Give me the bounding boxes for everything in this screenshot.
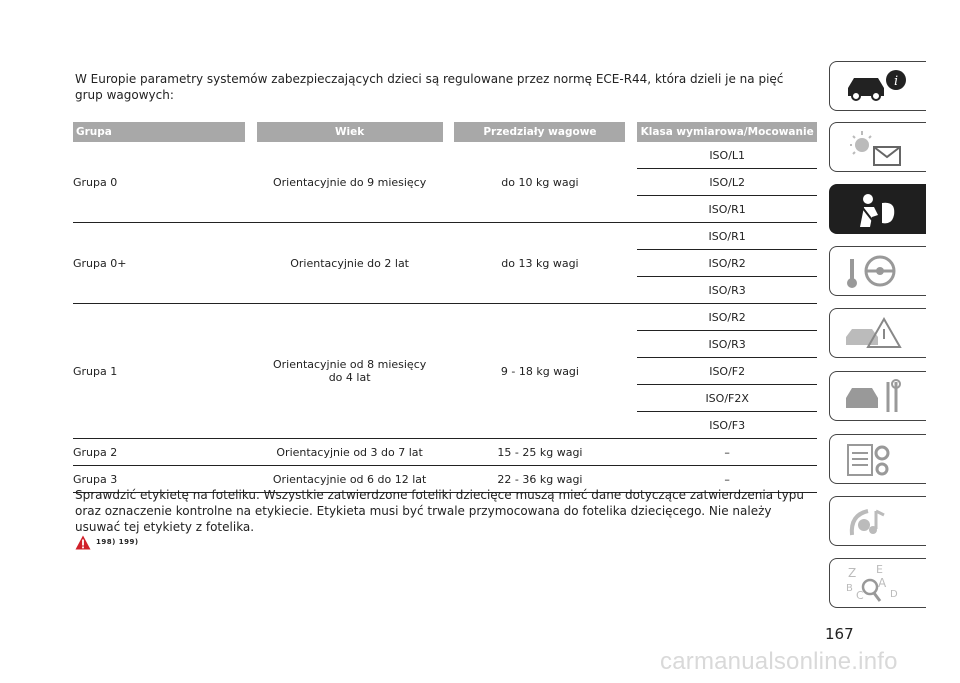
- page-number: 167: [825, 625, 854, 643]
- chapter-tab-multimedia[interactable]: [829, 496, 926, 546]
- car-info-icon: [838, 66, 918, 108]
- weight-cell: do 10 kg wagi: [454, 142, 625, 223]
- data-gears-icon: [838, 439, 918, 481]
- chapter-tab-car-info[interactable]: [829, 61, 926, 111]
- class-cell: ISO/R1: [637, 196, 817, 223]
- class-cell: ISO/L2: [637, 169, 817, 196]
- table-row: [73, 223, 817, 250]
- class-cell: ISO/R2: [637, 304, 817, 331]
- age-cell: Orientacyjnie od 6 do 12 lat: [257, 466, 443, 493]
- intro-paragraph: W Europie parametry systemów zabezpieczających dzieci są regulowane przez normę ECE-R44, która dzieli je na pięć grup wagowych:: [75, 72, 784, 102]
- svg-text:Z: Z: [848, 566, 857, 580]
- class-cell: ISO/F2: [637, 358, 817, 385]
- weight-cell: 15 - 25 kg wagi: [454, 439, 625, 466]
- chapter-tab-emergency[interactable]: [829, 308, 926, 358]
- class-cell: ISO/F3: [637, 412, 817, 439]
- group-cell: Grupa 0+: [73, 223, 245, 304]
- group-cell: Grupa 0: [73, 142, 245, 223]
- class-cell: ISO/R3: [637, 277, 817, 304]
- header-age: Wiek: [257, 122, 443, 142]
- chapter-tab-maintenance[interactable]: [829, 371, 926, 421]
- warning-triangle-icon: [75, 535, 91, 550]
- table-header-row: [73, 122, 817, 142]
- group-cell: Grupa 1: [73, 304, 245, 439]
- key-steering-icon: [838, 251, 918, 293]
- class-cell: –: [637, 466, 817, 493]
- chapter-tab-technical-data[interactable]: [829, 434, 926, 484]
- age-cell: Orientacyjnie od 8 miesięcy do 4 lat: [272, 358, 427, 384]
- age-cell: Orientacyjnie do 2 lat: [257, 223, 443, 304]
- class-cell: ISO/F2X: [637, 385, 817, 412]
- chapter-tab-safety[interactable]: [829, 184, 926, 234]
- alphabet-index-icon: [838, 563, 918, 605]
- warning-reference: [75, 534, 139, 550]
- table-row: [73, 304, 817, 331]
- table-row: [73, 439, 817, 466]
- weight-cell: do 13 kg wagi: [454, 223, 625, 304]
- car-tools-icon: [838, 376, 918, 418]
- svg-text:C: C: [856, 589, 864, 602]
- warning-refs[interactable]: 198) 199): [96, 538, 139, 546]
- weight-cell: 9 - 18 kg wagi: [454, 304, 625, 439]
- group-cell: Grupa 2: [73, 439, 245, 466]
- svg-text:D: D: [890, 589, 898, 600]
- svg-text:i: i: [894, 74, 899, 89]
- car-warning-icon: [838, 313, 918, 355]
- age-cell: Orientacyjnie do 9 miesięcy: [257, 142, 443, 223]
- class-cell: ISO/L1: [637, 142, 817, 169]
- outro-paragraph: Sprawdzić etykietę na foteliku. Wszystkie zatwierdzone foteliki dziecięce muszą mieć dane dotyczące zatwierdzenia typu oraz oznaczenie kontrolne na etykiecie. Etykieta musi być trwale przymocowana do fotelika dziecięcego. Nie należy usuwać tej etykiety z fotelika.: [75, 488, 804, 534]
- table-row: [73, 142, 817, 169]
- class-cell: –: [637, 439, 817, 466]
- header-class: Klasa wymiarowa/Mocowanie: [637, 122, 817, 142]
- child-seat-table: [73, 122, 817, 493]
- svg-text:B: B: [846, 583, 853, 594]
- watermark: carmanualsonline.info: [660, 648, 898, 675]
- header-group: Grupa: [73, 122, 245, 142]
- chapter-tab-starting-driving[interactable]: [829, 246, 926, 296]
- svg-text:A: A: [878, 576, 887, 590]
- chapter-tab-index[interactable]: [829, 558, 926, 608]
- multimedia-icon: [838, 501, 918, 543]
- svg-text:E: E: [876, 563, 883, 576]
- header-weight: Przedziały wagowe: [454, 122, 625, 142]
- chapter-tab-lights-messages[interactable]: [829, 122, 926, 172]
- lights-message-icon: [838, 127, 918, 169]
- seatbelt-airbag-icon: [838, 189, 918, 231]
- group-cell: Grupa 3: [73, 466, 245, 493]
- class-cell: ISO/R1: [637, 223, 817, 250]
- class-cell: ISO/R2: [637, 250, 817, 277]
- class-cell: ISO/R3: [637, 331, 817, 358]
- weight-cell: 22 - 36 kg wagi: [454, 466, 625, 493]
- age-cell: Orientacyjnie od 3 do 7 lat: [257, 439, 443, 466]
